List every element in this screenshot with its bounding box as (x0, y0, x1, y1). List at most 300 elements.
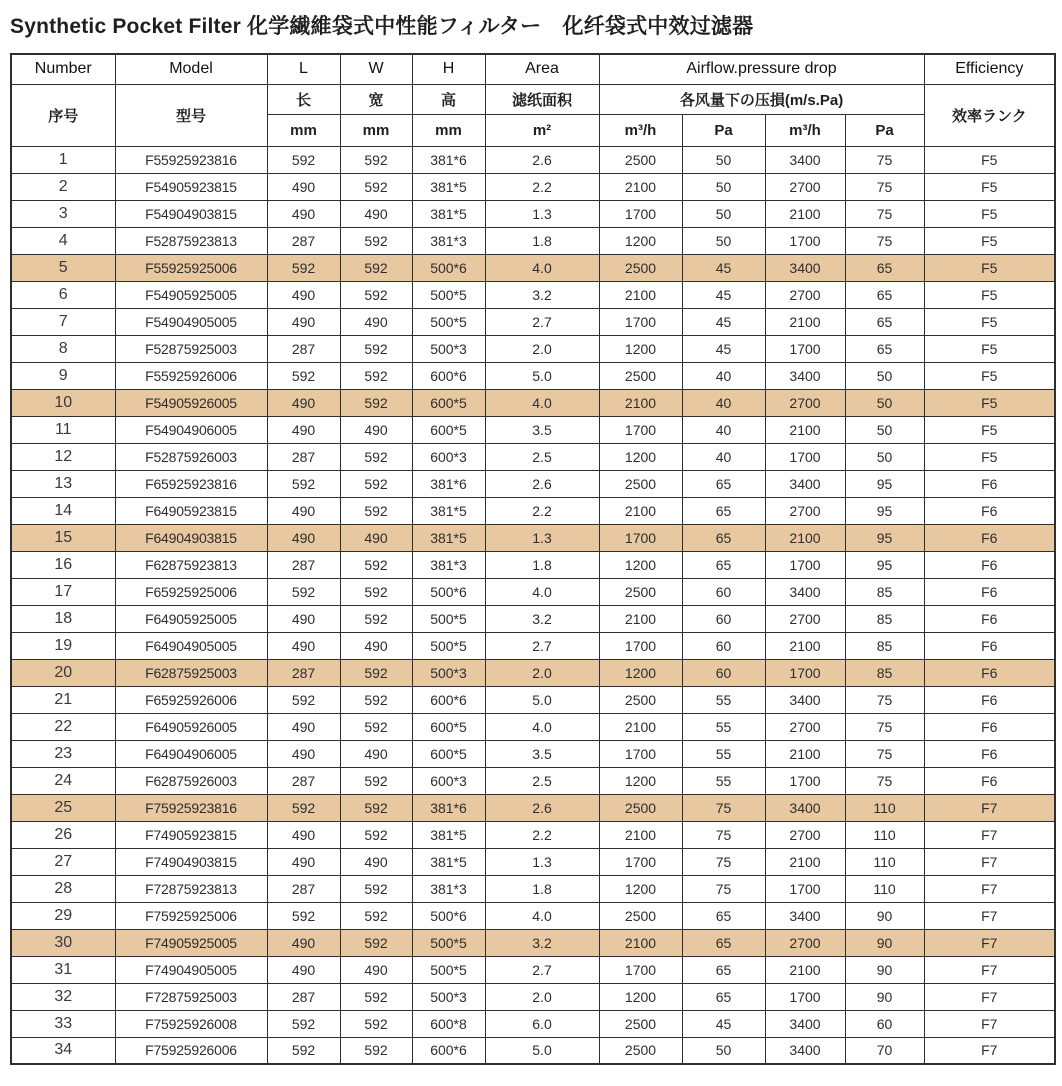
cell-area: 2.7 (485, 632, 599, 659)
cell-length: 287 (267, 983, 340, 1010)
cell-airflow-1: 2500 (599, 794, 682, 821)
cell-airflow-1: 2100 (599, 173, 682, 200)
cell-efficiency: F6 (924, 470, 1055, 497)
cell-model: F64905925005 (115, 605, 267, 632)
cell-height: 600*5 (412, 740, 485, 767)
cell-pressure-2: 65 (845, 308, 924, 335)
header-number-cjk: 序号 (11, 84, 115, 146)
cell-height: 500*6 (412, 902, 485, 929)
cell-pressure-1: 75 (682, 875, 765, 902)
cell-height: 600*6 (412, 686, 485, 713)
cell-efficiency: F6 (924, 659, 1055, 686)
cell-airflow-1: 2100 (599, 821, 682, 848)
cell-area: 5.0 (485, 1037, 599, 1064)
cell-pressure-1: 65 (682, 983, 765, 1010)
cell-pressure-2: 50 (845, 416, 924, 443)
cell-pressure-1: 40 (682, 416, 765, 443)
cell-pressure-1: 50 (682, 146, 765, 173)
cell-number: 9 (11, 362, 115, 389)
cell-efficiency: F7 (924, 929, 1055, 956)
unit-height: mm (412, 114, 485, 146)
cell-model: F75925926006 (115, 1037, 267, 1064)
cell-height: 600*5 (412, 389, 485, 416)
cell-airflow-1: 1200 (599, 659, 682, 686)
table-row (11, 470, 1055, 497)
cell-airflow-2: 2700 (765, 713, 845, 740)
cell-number: 11 (11, 416, 115, 443)
cell-number: 10 (11, 389, 115, 416)
table-row (11, 794, 1055, 821)
header-model: Model (115, 54, 267, 84)
cell-pressure-1: 65 (682, 929, 765, 956)
cell-height: 381*5 (412, 524, 485, 551)
cell-pressure-1: 65 (682, 524, 765, 551)
cell-length: 592 (267, 146, 340, 173)
cell-width: 490 (340, 308, 412, 335)
cell-length: 490 (267, 389, 340, 416)
cell-width: 592 (340, 605, 412, 632)
cell-height: 500*3 (412, 659, 485, 686)
table-row (11, 146, 1055, 173)
cell-height: 500*5 (412, 308, 485, 335)
cell-length: 490 (267, 524, 340, 551)
cell-airflow-1: 1200 (599, 551, 682, 578)
cell-efficiency: F5 (924, 389, 1055, 416)
cell-width: 592 (340, 281, 412, 308)
unit-airflow-2: m³/h (765, 114, 845, 146)
header-row-cjk (11, 84, 1055, 114)
cell-width: 592 (340, 983, 412, 1010)
unit-airflow-1: m³/h (599, 114, 682, 146)
cell-efficiency: F6 (924, 740, 1055, 767)
page-title: Synthetic Pocket Filter 化学繊維袋式中性能フィルター 化纤袋式中效过滤器 (10, 15, 754, 38)
header-row-english (11, 54, 1055, 84)
cell-model: F55925926006 (115, 362, 267, 389)
unit-width: mm (340, 114, 412, 146)
cell-height: 381*3 (412, 551, 485, 578)
cell-pressure-1: 45 (682, 281, 765, 308)
header-model-cjk: 型号 (115, 84, 267, 146)
table-row (11, 308, 1055, 335)
unit-length: mm (267, 114, 340, 146)
unit-pressure-1: Pa (682, 114, 765, 146)
cell-pressure-1: 45 (682, 308, 765, 335)
cell-length: 592 (267, 902, 340, 929)
cell-pressure-2: 110 (845, 875, 924, 902)
cell-length: 490 (267, 308, 340, 335)
cell-area: 2.6 (485, 470, 599, 497)
cell-airflow-2: 2100 (765, 524, 845, 551)
cell-height: 381*5 (412, 497, 485, 524)
table-row (11, 551, 1055, 578)
cell-pressure-1: 60 (682, 632, 765, 659)
cell-area: 2.7 (485, 308, 599, 335)
cell-airflow-2: 3400 (765, 146, 845, 173)
cell-length: 287 (267, 767, 340, 794)
cell-width: 592 (340, 929, 412, 956)
cell-efficiency: F5 (924, 308, 1055, 335)
table-header (11, 54, 1055, 146)
cell-pressure-2: 90 (845, 902, 924, 929)
cell-pressure-2: 75 (845, 173, 924, 200)
cell-model: F54905925005 (115, 281, 267, 308)
cell-efficiency: F6 (924, 497, 1055, 524)
cell-airflow-1: 2500 (599, 254, 682, 281)
table-row (11, 956, 1055, 983)
cell-length: 490 (267, 416, 340, 443)
cell-model: F54904903815 (115, 200, 267, 227)
cell-area: 2.0 (485, 335, 599, 362)
cell-pressure-1: 50 (682, 173, 765, 200)
header-length-cjk: 长 (267, 84, 340, 114)
cell-height: 500*5 (412, 632, 485, 659)
table-row (11, 848, 1055, 875)
cell-airflow-1: 1700 (599, 740, 682, 767)
cell-height: 600*5 (412, 416, 485, 443)
cell-width: 592 (340, 821, 412, 848)
cell-length: 287 (267, 227, 340, 254)
cell-length: 287 (267, 875, 340, 902)
table-row (11, 686, 1055, 713)
cell-efficiency: F7 (924, 848, 1055, 875)
cell-height: 381*6 (412, 146, 485, 173)
cell-airflow-2: 1700 (765, 443, 845, 470)
cell-pressure-2: 95 (845, 497, 924, 524)
cell-length: 490 (267, 281, 340, 308)
cell-pressure-1: 40 (682, 389, 765, 416)
cell-airflow-2: 2100 (765, 956, 845, 983)
cell-length: 592 (267, 470, 340, 497)
cell-area: 2.2 (485, 173, 599, 200)
cell-airflow-2: 2100 (765, 308, 845, 335)
cell-model: F62875926003 (115, 767, 267, 794)
cell-height: 500*5 (412, 605, 485, 632)
cell-airflow-1: 1700 (599, 632, 682, 659)
cell-efficiency: F6 (924, 767, 1055, 794)
cell-length: 490 (267, 200, 340, 227)
cell-width: 592 (340, 578, 412, 605)
cell-width: 592 (340, 470, 412, 497)
cell-length: 490 (267, 605, 340, 632)
cell-airflow-1: 1200 (599, 335, 682, 362)
cell-pressure-2: 90 (845, 983, 924, 1010)
cell-area: 4.0 (485, 254, 599, 281)
cell-airflow-2: 3400 (765, 470, 845, 497)
cell-area: 1.8 (485, 551, 599, 578)
table-row (11, 497, 1055, 524)
cell-height: 500*5 (412, 281, 485, 308)
cell-width: 592 (340, 443, 412, 470)
header-airflow-group-cjk: 各风量下の压損(m/s.Pa) (599, 84, 924, 114)
cell-length: 592 (267, 1010, 340, 1037)
cell-airflow-2: 2700 (765, 497, 845, 524)
cell-airflow-2: 1700 (765, 551, 845, 578)
cell-airflow-1: 2500 (599, 146, 682, 173)
cell-number: 6 (11, 281, 115, 308)
cell-height: 381*6 (412, 794, 485, 821)
cell-pressure-1: 60 (682, 578, 765, 605)
cell-airflow-1: 2100 (599, 281, 682, 308)
table-row (11, 605, 1055, 632)
cell-pressure-1: 55 (682, 713, 765, 740)
cell-width: 592 (340, 362, 412, 389)
cell-area: 2.6 (485, 794, 599, 821)
cell-height: 600*6 (412, 1037, 485, 1064)
cell-pressure-1: 65 (682, 551, 765, 578)
cell-pressure-2: 75 (845, 200, 924, 227)
unit-area: m² (485, 114, 599, 146)
table-row (11, 254, 1055, 281)
cell-airflow-1: 2100 (599, 713, 682, 740)
cell-airflow-1: 1200 (599, 227, 682, 254)
cell-model: F72875923813 (115, 875, 267, 902)
cell-efficiency: F7 (924, 1037, 1055, 1064)
table-row (11, 1037, 1055, 1064)
cell-number: 21 (11, 686, 115, 713)
cell-airflow-2: 2700 (765, 281, 845, 308)
cell-airflow-2: 1700 (765, 659, 845, 686)
cell-length: 490 (267, 821, 340, 848)
cell-number: 30 (11, 929, 115, 956)
cell-pressure-2: 90 (845, 956, 924, 983)
cell-pressure-1: 75 (682, 794, 765, 821)
cell-number: 34 (11, 1037, 115, 1064)
cell-number: 17 (11, 578, 115, 605)
cell-pressure-2: 95 (845, 470, 924, 497)
header-width: W (340, 54, 412, 84)
cell-model: F75925923816 (115, 794, 267, 821)
cell-number: 8 (11, 335, 115, 362)
cell-model: F62875923813 (115, 551, 267, 578)
cell-pressure-1: 75 (682, 821, 765, 848)
cell-model: F55925923816 (115, 146, 267, 173)
cell-airflow-2: 2100 (765, 740, 845, 767)
cell-model: F54905926005 (115, 389, 267, 416)
table-row (11, 578, 1055, 605)
cell-width: 592 (340, 902, 412, 929)
cell-length: 592 (267, 578, 340, 605)
cell-number: 28 (11, 875, 115, 902)
cell-model: F64905926005 (115, 713, 267, 740)
cell-efficiency: F5 (924, 443, 1055, 470)
cell-length: 287 (267, 659, 340, 686)
cell-width: 490 (340, 524, 412, 551)
table-row (11, 227, 1055, 254)
cell-length: 592 (267, 686, 340, 713)
cell-pressure-1: 50 (682, 1037, 765, 1064)
cell-pressure-1: 45 (682, 335, 765, 362)
cell-area: 1.8 (485, 227, 599, 254)
cell-airflow-2: 1700 (765, 983, 845, 1010)
cell-pressure-2: 50 (845, 389, 924, 416)
cell-pressure-1: 60 (682, 659, 765, 686)
cell-airflow-1: 2500 (599, 686, 682, 713)
cell-airflow-1: 2500 (599, 578, 682, 605)
cell-airflow-1: 1700 (599, 956, 682, 983)
cell-number: 3 (11, 200, 115, 227)
cell-airflow-1: 2500 (599, 1037, 682, 1064)
header-length: L (267, 54, 340, 84)
cell-number: 2 (11, 173, 115, 200)
cell-number: 33 (11, 1010, 115, 1037)
cell-pressure-2: 50 (845, 362, 924, 389)
cell-airflow-2: 2700 (765, 929, 845, 956)
cell-pressure-1: 65 (682, 470, 765, 497)
cell-length: 287 (267, 335, 340, 362)
header-area-cjk: 滤纸面积 (485, 84, 599, 114)
cell-pressure-2: 65 (845, 254, 924, 281)
cell-airflow-2: 3400 (765, 686, 845, 713)
cell-area: 2.0 (485, 983, 599, 1010)
table-row (11, 821, 1055, 848)
cell-pressure-2: 70 (845, 1037, 924, 1064)
cell-width: 592 (340, 1010, 412, 1037)
cell-model: F54904905005 (115, 308, 267, 335)
cell-area: 6.0 (485, 1010, 599, 1037)
cell-model: F64905923815 (115, 497, 267, 524)
cell-length: 592 (267, 362, 340, 389)
unit-pressure-2: Pa (845, 114, 924, 146)
cell-area: 2.2 (485, 821, 599, 848)
cell-length: 490 (267, 497, 340, 524)
cell-model: F54905923815 (115, 173, 267, 200)
cell-area: 2.6 (485, 146, 599, 173)
cell-airflow-2: 2700 (765, 605, 845, 632)
table-row (11, 416, 1055, 443)
header-number: Number (11, 54, 115, 84)
cell-airflow-1: 1700 (599, 416, 682, 443)
cell-pressure-1: 55 (682, 767, 765, 794)
cell-airflow-2: 2700 (765, 173, 845, 200)
cell-pressure-2: 65 (845, 281, 924, 308)
cell-area: 5.0 (485, 686, 599, 713)
table-row (11, 1010, 1055, 1037)
cell-pressure-2: 75 (845, 740, 924, 767)
cell-model: F54904906005 (115, 416, 267, 443)
cell-airflow-2: 1700 (765, 767, 845, 794)
cell-width: 490 (340, 632, 412, 659)
cell-width: 592 (340, 659, 412, 686)
cell-area: 2.5 (485, 443, 599, 470)
cell-efficiency: F7 (924, 956, 1055, 983)
table-row (11, 929, 1055, 956)
cell-length: 490 (267, 173, 340, 200)
cell-pressure-2: 90 (845, 929, 924, 956)
cell-pressure-1: 55 (682, 686, 765, 713)
cell-area: 2.5 (485, 767, 599, 794)
cell-model: F62875925003 (115, 659, 267, 686)
cell-model: F52875923813 (115, 227, 267, 254)
cell-model: F65925925006 (115, 578, 267, 605)
cell-area: 1.3 (485, 200, 599, 227)
cell-number: 1 (11, 146, 115, 173)
cell-pressure-2: 75 (845, 146, 924, 173)
cell-pressure-1: 60 (682, 605, 765, 632)
cell-airflow-1: 1700 (599, 200, 682, 227)
cell-efficiency: F5 (924, 254, 1055, 281)
cell-area: 3.5 (485, 416, 599, 443)
header-area: Area (485, 54, 599, 84)
cell-airflow-2: 1700 (765, 875, 845, 902)
cell-pressure-2: 65 (845, 335, 924, 362)
cell-height: 381*3 (412, 227, 485, 254)
header-airflow-group: Airflow.pressure drop (599, 54, 924, 84)
cell-efficiency: F5 (924, 200, 1055, 227)
cell-airflow-1: 1700 (599, 308, 682, 335)
cell-airflow-1: 1200 (599, 767, 682, 794)
cell-number: 16 (11, 551, 115, 578)
cell-number: 23 (11, 740, 115, 767)
filter-spec-table (10, 53, 1056, 1065)
cell-area: 3.2 (485, 605, 599, 632)
cell-model: F64904906005 (115, 740, 267, 767)
cell-number: 12 (11, 443, 115, 470)
header-efficiency-cjk: 效率ランク (924, 84, 1055, 146)
cell-number: 15 (11, 524, 115, 551)
cell-width: 592 (340, 875, 412, 902)
cell-area: 3.5 (485, 740, 599, 767)
table-row (11, 632, 1055, 659)
cell-pressure-2: 85 (845, 605, 924, 632)
cell-efficiency: F7 (924, 875, 1055, 902)
cell-airflow-2: 3400 (765, 578, 845, 605)
cell-airflow-2: 2700 (765, 821, 845, 848)
cell-airflow-1: 2100 (599, 605, 682, 632)
cell-airflow-1: 2500 (599, 470, 682, 497)
cell-area: 3.2 (485, 929, 599, 956)
cell-pressure-2: 110 (845, 794, 924, 821)
cell-efficiency: F5 (924, 416, 1055, 443)
cell-pressure-1: 45 (682, 1010, 765, 1037)
cell-airflow-1: 1700 (599, 524, 682, 551)
table-row (11, 524, 1055, 551)
cell-airflow-1: 1700 (599, 848, 682, 875)
cell-airflow-1: 1200 (599, 875, 682, 902)
cell-length: 490 (267, 740, 340, 767)
cell-area: 5.0 (485, 362, 599, 389)
cell-model: F55925925006 (115, 254, 267, 281)
cell-efficiency: F7 (924, 902, 1055, 929)
cell-number: 4 (11, 227, 115, 254)
cell-airflow-2: 2700 (765, 389, 845, 416)
cell-airflow-1: 1200 (599, 443, 682, 470)
cell-efficiency: F7 (924, 821, 1055, 848)
cell-efficiency: F5 (924, 146, 1055, 173)
table-row (11, 659, 1055, 686)
table-row (11, 443, 1055, 470)
cell-width: 490 (340, 956, 412, 983)
cell-number: 25 (11, 794, 115, 821)
cell-airflow-2: 3400 (765, 902, 845, 929)
cell-width: 592 (340, 686, 412, 713)
cell-height: 500*5 (412, 956, 485, 983)
cell-pressure-1: 65 (682, 497, 765, 524)
cell-model: F65925926006 (115, 686, 267, 713)
cell-pressure-1: 50 (682, 227, 765, 254)
cell-width: 592 (340, 794, 412, 821)
cell-model: F65925923816 (115, 470, 267, 497)
cell-pressure-2: 75 (845, 767, 924, 794)
cell-pressure-2: 85 (845, 632, 924, 659)
cell-pressure-2: 95 (845, 524, 924, 551)
cell-height: 600*3 (412, 767, 485, 794)
table-row (11, 281, 1055, 308)
cell-model: F74905925005 (115, 929, 267, 956)
cell-pressure-2: 75 (845, 227, 924, 254)
cell-pressure-1: 40 (682, 443, 765, 470)
cell-airflow-1: 2100 (599, 929, 682, 956)
cell-model: F75925925006 (115, 902, 267, 929)
